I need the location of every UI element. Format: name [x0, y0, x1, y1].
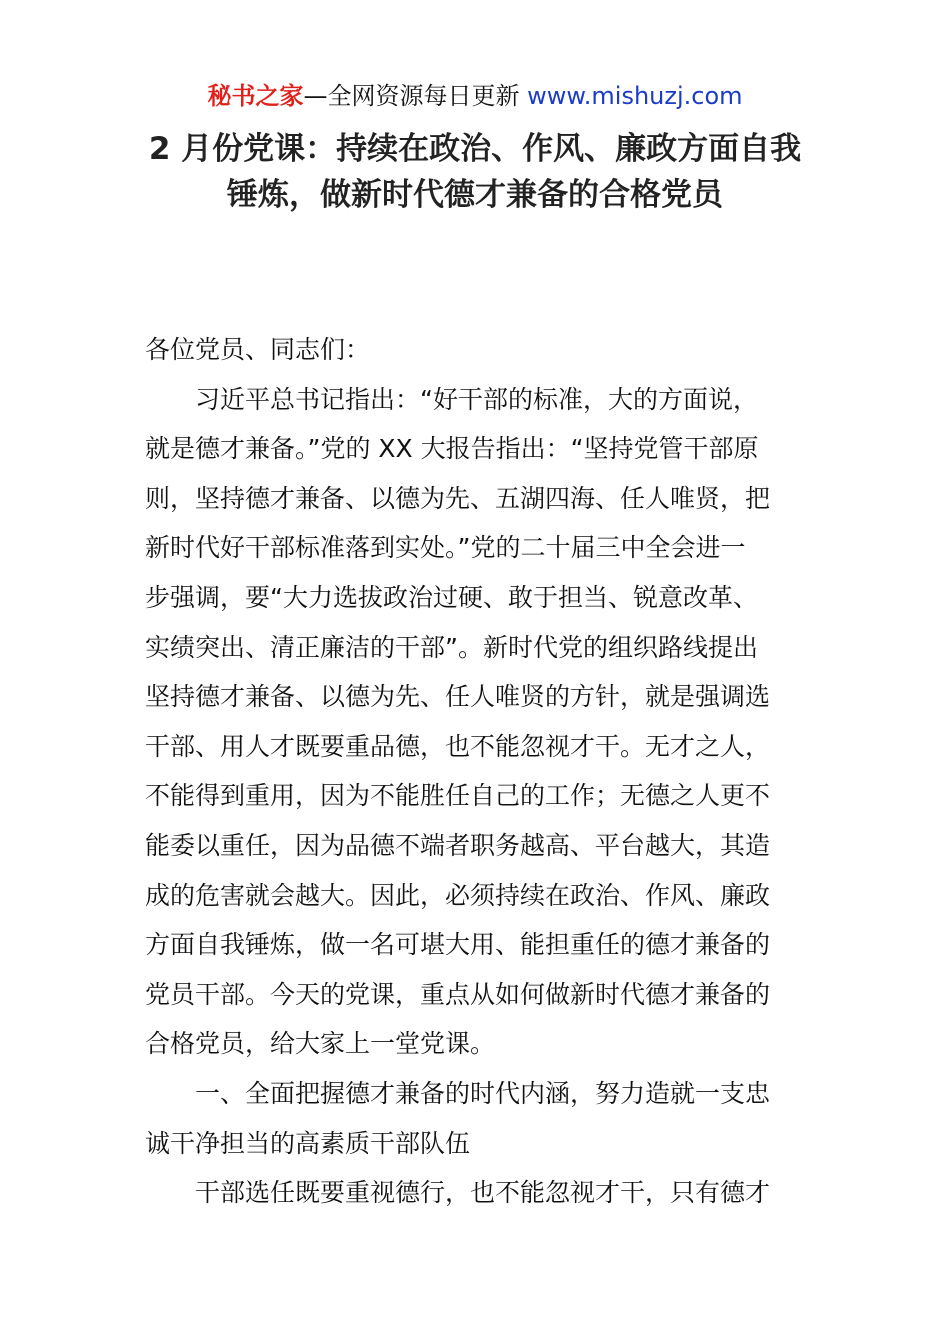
salutation: 各位党员、同志们： [145, 335, 371, 364]
heading-line: 诚干净担当的高素质干部队伍 [145, 1128, 471, 1158]
text-line: 实绩突出、清正廉洁的干部”。新时代党的组织路线提出 [145, 632, 758, 662]
brand-name: 秘书之家 [207, 82, 304, 110]
text-line: 步强调，要“大力选拔政治过硬、敢于担当、锐意改革、 [145, 582, 758, 612]
title-line: 2 月份党课：持续在政治、作风、廉政方面自我 [148, 131, 802, 167]
document-title [120, 126, 830, 218]
heading-line: 一、全面把握德才兼备的时代内涵，努力造就一支忠 [195, 1078, 771, 1108]
text-line: 成的危害就会越大。因此，必须持续在政治、作风、廉政 [145, 880, 771, 910]
document-body [145, 325, 810, 1218]
text-line: 则，坚持德才兼备、以德为先、五湖四海、任人唯贤，把 [145, 483, 771, 513]
site-header [0, 80, 950, 112]
text-line: 能委以重任，因为品德不端者职务越高、平台越大，其造 [145, 830, 771, 860]
text-line: 坚持德才兼备、以德为先、任人唯贤的方针，就是强调选 [145, 682, 771, 712]
text-line: 习近平总书记指出：“好干部的标准，大的方面说， [195, 384, 758, 414]
paragraph-1 [145, 375, 810, 1069]
text-line: 党员干部。今天的党课，重点从如何做新时代德才兼备的 [145, 979, 771, 1009]
text-line: 不能得到重用，因为不能胜任自己的工作；无德之人更不 [145, 781, 771, 811]
paragraph-2 [145, 1168, 810, 1218]
text-line: 合格党员，给大家上一堂党课。 [145, 1029, 496, 1059]
title-line: 锤炼，做新时代德才兼备的合格党员 [227, 177, 723, 213]
section-heading-1 [145, 1069, 810, 1168]
text-line: 干部、用人才既要重品德，也不能忽视才干。无才之人， [145, 731, 771, 761]
text-line: 新时代好干部标准落到实处。”党的二十届三中全会进一 [145, 533, 746, 563]
text-line: 就是德才兼备。”党的 XX 大报告指出：“坚持党管干部原 [145, 434, 759, 464]
header-tagline: —全网资源每日更新 [303, 82, 520, 110]
site-url-link[interactable]: www.mishuzj.com [527, 82, 743, 110]
text-line: 方面自我锤炼，做一名可堪大用、能担重任的德才兼备的 [145, 930, 771, 960]
text-line: 干部选任既要重视德行，也不能忽视才干，只有德才 [195, 1178, 771, 1208]
